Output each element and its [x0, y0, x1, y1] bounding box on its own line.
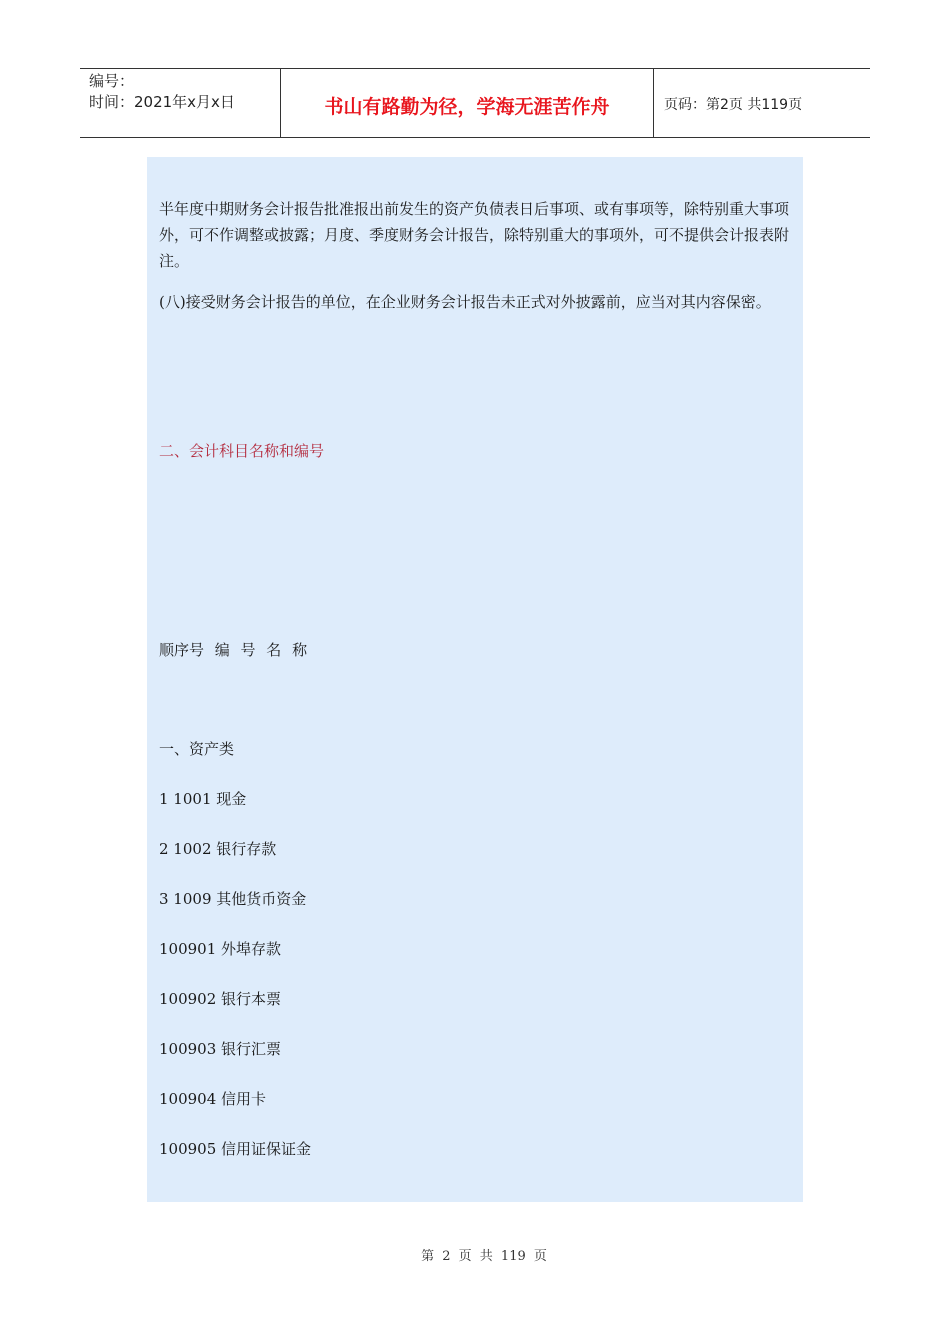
list-item: 100902 银行本票	[159, 990, 282, 1008]
header-meta-cell	[80, 69, 281, 137]
document-time-label: 时间：2021年x月x日	[89, 93, 235, 111]
document-number-label: 编号：	[89, 72, 135, 90]
header-page-info: 页码：第2页 共119页	[664, 97, 803, 113]
list-item: 2 1002 银行存款	[159, 840, 277, 858]
list-item: 100903 银行汇票	[159, 1040, 282, 1058]
paragraph-confidentiality: (八)接受财务会计报告的单位，在企业财务会计报告未正式对外披露前，应当对其内容保密。	[159, 293, 771, 311]
section-title: 二、会计科目名称和编号	[159, 442, 325, 460]
page-header	[80, 68, 870, 138]
column-header: 顺序号 编 号 名 称	[159, 641, 308, 659]
page-footer: 第 2 页 共 119 页	[421, 1249, 547, 1264]
paragraph-interim-report: 半年度中期财务会计报告批准报出前发生的资产负债表日后事项、或有事项等，除特别重大事项外，可不作调整或披露；月度、季度财务会计报告，除特别重大的事项外，可不提供会计报表附注。	[159, 200, 790, 270]
category-heading: 一、资产类	[159, 740, 235, 758]
list-item: 100901 外埠存款	[159, 940, 282, 958]
list-item: 100905 信用证保证金	[159, 1140, 312, 1158]
document-body	[147, 157, 803, 1202]
header-motto: 书山有路勤为径，学海无涯苦作舟	[281, 69, 654, 137]
list-item: 1 1001 现金	[159, 790, 247, 808]
list-item: 3 1009 其他货币资金	[159, 890, 307, 908]
list-item: 100904 信用卡	[159, 1090, 267, 1108]
